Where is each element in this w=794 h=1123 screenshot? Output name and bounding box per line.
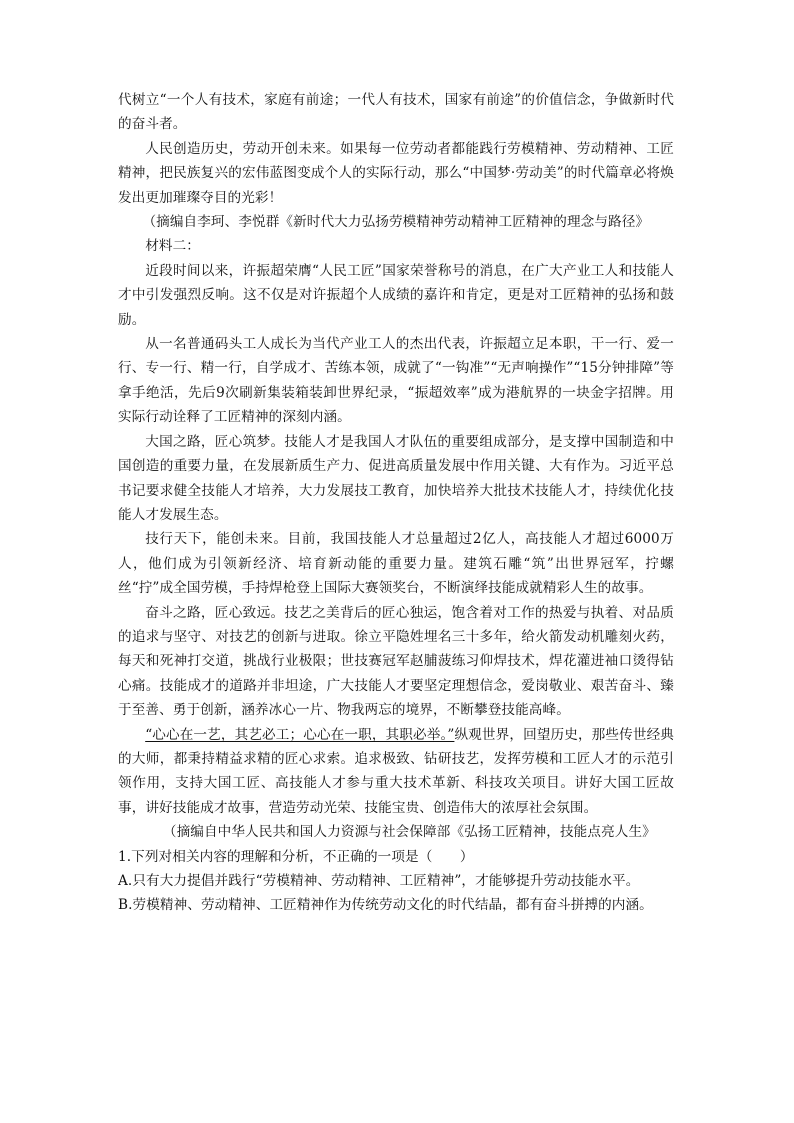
paragraph-xu-zhenchao-honor: 近段时间以来，许振超荣膺“人民工匠”国家荣誉称号的消息，在广大产业工人和技能人才中引发强烈反响。这不仅是对许振超个人成绩的嘉许和肯定，更是对工匠精神的弘扬和鼓励。 <box>118 262 674 328</box>
question-1-option-a: A.只有大力提倡并践行“劳模精神、劳动精神、工匠精神”，才能够提升劳动技能水平。 <box>118 873 640 889</box>
question-1-option-b: B.劳模精神、劳动精神、工匠精神作为传统劳动文化的时代结晶，都有奋斗拼搏的内涵。 <box>118 897 653 914</box>
question-1-stem: 1.下列对相关内容的理解和分析，不正确的一项是（ ） <box>118 848 474 865</box>
paragraph-xu-zhenchao-career: 从一名普通码头工人成长为当代产业工人的杰出代表，许振超立足本职，干一行、爱一行、专一行、精一行，自学成才、苦练本领，成就了“一钩准”“无声响操作”“15分钟排障”等拿手绝活，先后9次刷新集装箱装卸世界纪录，“振超效率”成为港航界的一块金字招牌。用实际行动诠释了工匠精神的深刻内涵。 <box>118 336 674 426</box>
paragraph-skills-world: 技行天下，能创未来。目前，我国技能人才总量超过2亿人，高技能人才超过6000万人，他们成为引领新经济、培育新动能的重要力量。建筑石雕“筑”出世界冠军，拧螺丝“拧”成全国劳模，手持焊枪登上国际大赛领奖台，不断演绎技能成就精彩人生的故事。 <box>118 531 674 597</box>
paragraph-great-nation-road: 大国之路，匠心筑梦。技能人才是我国人才队伍的重要组成部分，是支撑中国制造和中国创造的重要力量，在发展新质生产力、促进高质量发展中作用关键、大有作为。习近平总书记要求健全技能人才培养，大力发展技工教育，加快培养大批技术技能人才，持续优化技能人才发展生态。 <box>118 433 674 523</box>
source-citation-1: （摘编自李珂、李悦群《新时代大力弘扬劳模精神劳动精神工匠精神的理念与路径》 <box>142 214 650 231</box>
source-citation-2: （摘编自中华人民共和国人力资源与社会保障部《弘扬工匠精神，技能点亮人生》 <box>162 824 656 841</box>
paragraph-struggle-road: 奋斗之路，匠心致远。技艺之美背后的匠心独运，饱含着对工作的热爱与执着、对品质的追求与坚守、对技艺的创新与进取。徐立平隐姓埋名三十多年，给火箭发动机雕刻火药，每天和死神打交道，挑战行业极限；世技赛冠军赵脯菠练习仰焊技术，焊花灌进袖口烫得钻心痛。技能成才的道路并非坦途，广大技能人才要坚定理想信念，爱岗敬业、艰苦奋斗、臻于至善、勇于创新，涵养冰心一片、物我两忘的境界，不断攀登技能高峰。 <box>118 604 674 719</box>
paragraph-people-create-history: 人民创造历史，劳动开创未来。如果每一位劳动者都能践行劳模精神、劳动精神、工匠精神，把民族复兴的宏伟蓝图变成个人的实际行动，那么“中国梦·劳动美”的时代篇章必将焕发出更加璀璨夺目的光彩！ <box>118 140 674 206</box>
paragraph-quote-masters <box>118 723 674 821</box>
document-body <box>118 88 674 918</box>
quote-paragraph-rest: 纵观世界，回望历史，那些传世经典的大师，都秉持精益求精的匠心求索。追求极致、钻研技艺，发挥劳模和工匠人才的示范引领作用，支持大国工匠、高技能人才参与重大技术革新、科技攻关项目。讲好大国工匠故事，讲好技能成才故事，营造劳动光荣、技能宝贵、创造伟大的浓厚社会氛围。 <box>118 726 674 816</box>
underlined-quote: “心心在一艺，其艺必工；心心在一职，其职必举。” <box>145 726 455 743</box>
paragraph-continuation: 代树立“一个人有技术，家庭有前途；一代人有技术，国家有前途”的价值信念，争做新时代的奋斗者。 <box>118 92 674 133</box>
material-two-heading: 材料二： <box>145 238 200 255</box>
